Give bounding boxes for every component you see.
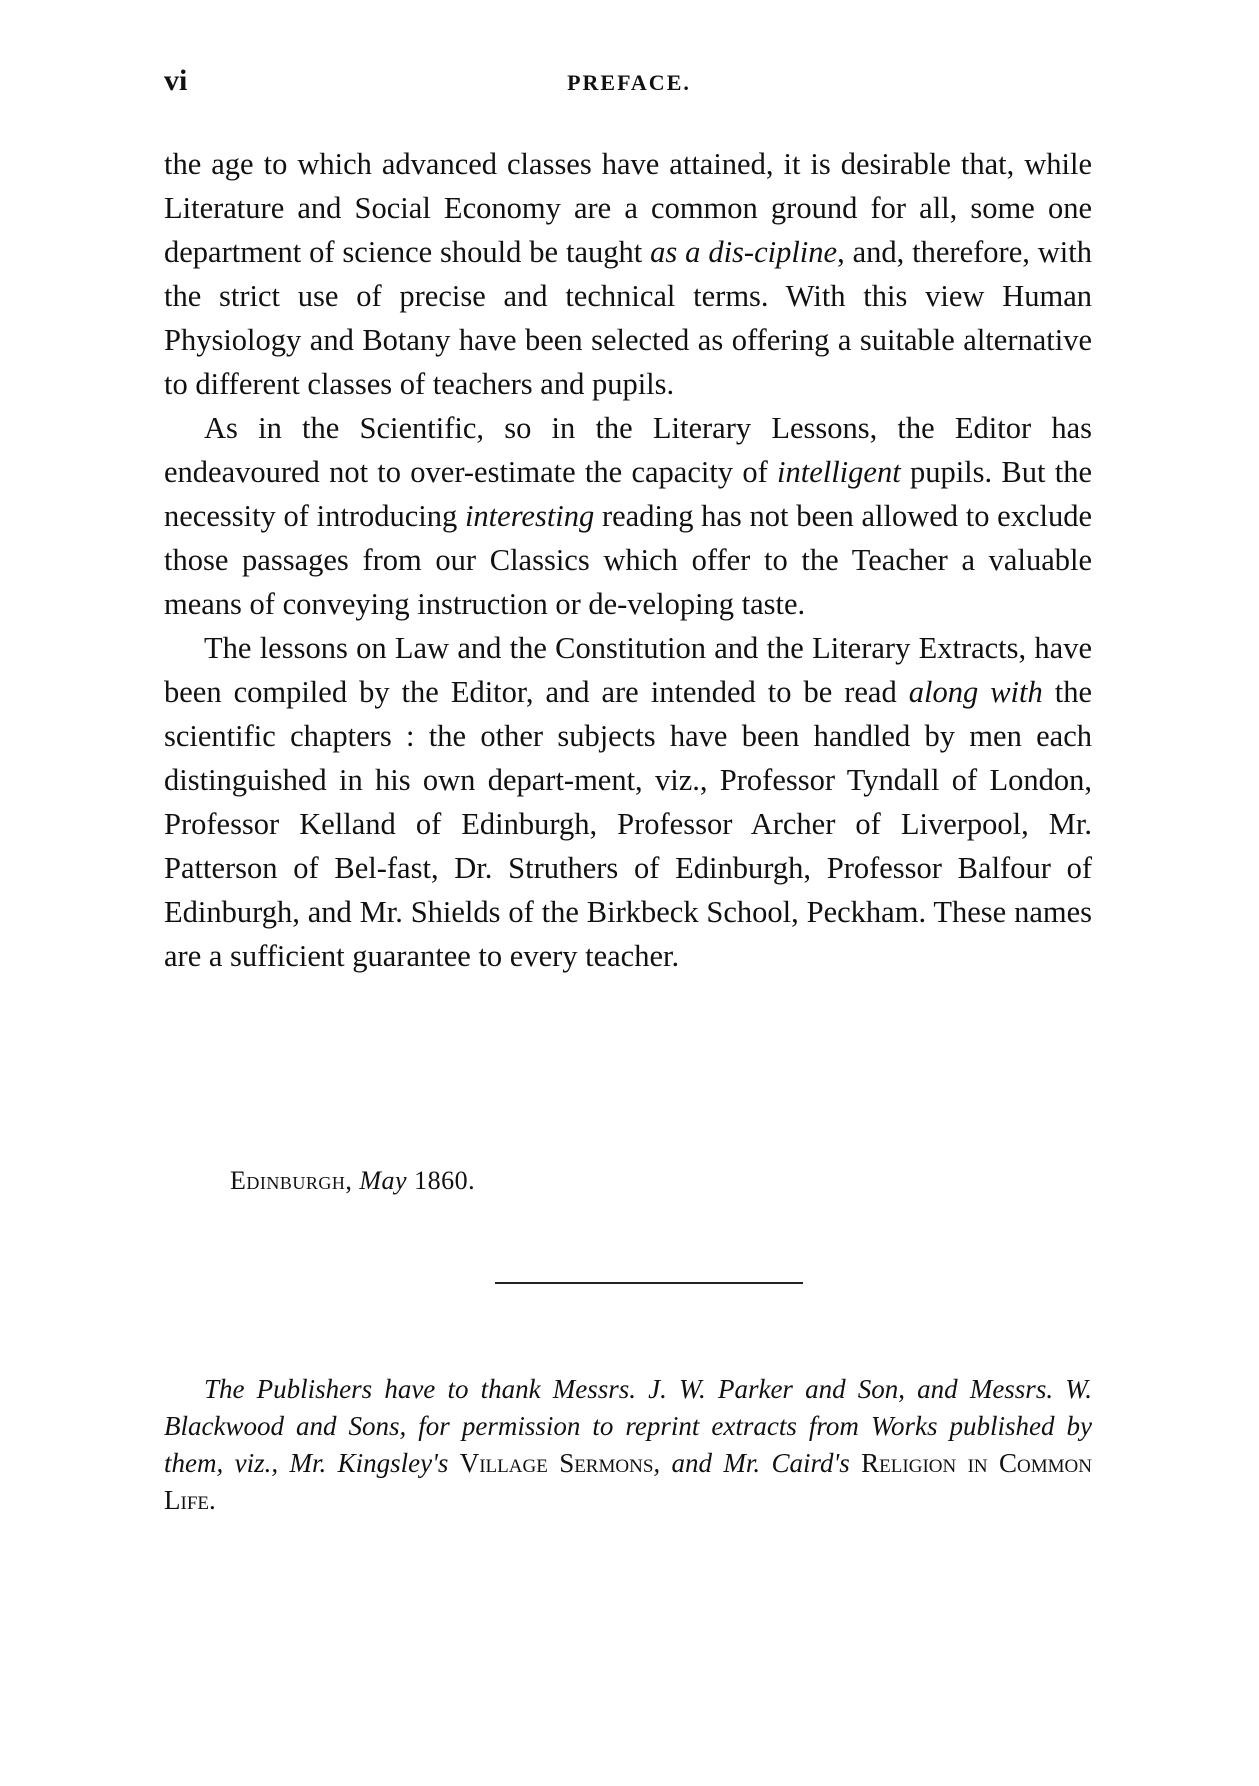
publishers-note xyxy=(164,1371,1092,1519)
running-title: PREFACE. xyxy=(567,70,691,95)
emphasis-text: as a dis-cipline xyxy=(650,235,838,269)
emphasis-text: intelligent xyxy=(777,455,901,489)
paragraph xyxy=(164,142,1092,406)
note-work-title: Religion in Common Life. xyxy=(164,1448,1092,1515)
note-text: The Publishers have to thank Messrs. J. W. Parker and Son, and Messrs. W. Blackwood and Sons, for permission to reprint extracts from Works published by them, viz., Mr. Kingsley's xyxy=(164,1374,1092,1478)
paragraph-text: The lessons on Law and the Constitution and the Literary Extracts, have been compiled by the Editor, and are intended to be read xyxy=(164,631,1092,709)
section-divider xyxy=(495,1282,803,1284)
preface-body xyxy=(164,142,1092,978)
dateline-month: May xyxy=(359,1166,408,1195)
note-text: , and Mr. Caird's xyxy=(653,1448,862,1478)
paragraph-text: As in the Scientific, so in the Literary Lessons, the Editor has endeavoured not to over-estimate the capacity of xyxy=(164,411,1092,489)
paragraph xyxy=(164,406,1092,626)
dateline-year: 1860. xyxy=(414,1166,476,1195)
paragraph-text: the age to which advanced classes have attained, it is desirable that, while Literature and Social Economy are a common ground for all, some one department of science should be taught xyxy=(164,147,1092,269)
paragraph-text: the scientific chapters : the other subjects have been handled by men each distinguished in his own depart-ment, viz., Professor Tyndall of London, Professor Kelland of Edinburgh, Professor Archer of Liverpool, Mr. Patterson of Bel-fast, Dr. Struthers of Edinburgh, Professor Balfour of Edinburgh, and Mr. Shields of the Birkbeck School, Peckham. These names are a sufficient guarantee to every teacher. xyxy=(164,675,1092,973)
emphasis-text: along with xyxy=(908,675,1043,709)
paragraph-text: pupils. But the necessity of introducing xyxy=(164,455,1092,533)
note-work-title: Village Sermons xyxy=(459,1448,654,1478)
dateline-place: Edinburgh, xyxy=(230,1166,353,1195)
page-number: vi xyxy=(164,64,188,97)
paragraph-text: reading has not been allowed to exclude those passages from our Classics which offer to the Teacher a valuable means of conveying instruction or de-veloping taste. xyxy=(164,499,1092,621)
emphasis-text: interesting xyxy=(464,499,595,533)
paragraph xyxy=(164,626,1092,978)
running-head xyxy=(164,64,1094,104)
dateline xyxy=(230,1166,475,1196)
paragraph-text: , and, therefore, with the strict use of precise and technical terms. With this view Human Physiology and Botany have been selected as offering a suitable alternative to different classes of teachers and pupils. xyxy=(164,235,1092,401)
